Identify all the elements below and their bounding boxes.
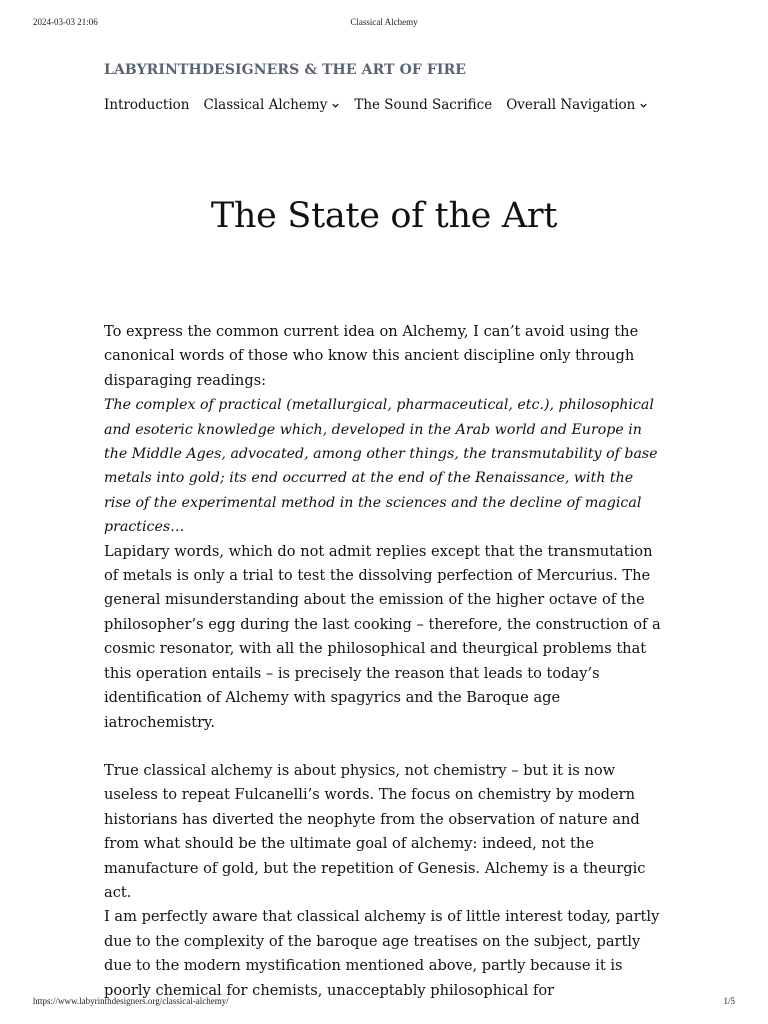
- paragraph-interest: I am perfectly aware that classical alchemy is of little interest today, partly due to the complexity of the baroque age treatises on the subject, partly due to the modern mystification mentioned above, partly because it is poorly chemical for chemists, unacceptably philosophical for: [104, 908, 660, 999]
- paragraph-spacer: [104, 735, 664, 759]
- print-url: https://www.labyrinthdesigners.org/classical-alchemy/: [33, 996, 229, 1006]
- nav-item-label: The Sound Sacrifice: [354, 97, 493, 113]
- nav-item-label: Classical Alchemy: [203, 97, 328, 113]
- print-header: [33, 17, 735, 31]
- print-datetime: 2024-03-03 21:06: [33, 17, 98, 27]
- paragraph-intro: To express the common current idea on Alchemy, I can’t avoid using the canonical words of those who know this ancient discipline only through disparaging readings:: [104, 323, 639, 389]
- nav-item-classical-alchemy[interactable]: [204, 97, 341, 113]
- print-page-title: Classical Alchemy: [350, 17, 418, 27]
- nav-item-introduction[interactable]: [104, 97, 190, 113]
- nav-item-overall-navigation[interactable]: [506, 97, 648, 113]
- chevron-down-icon[interactable]: [331, 101, 340, 110]
- paragraph-lapidary: Lapidary words, which do not admit replies except that the transmutation of metals is only a trial to test the dissolving perfection of Mercurius. The general misunderstanding about the emission of the higher octave of the philosopher’s egg during the last cooking – therefore, the construction of a cosmic resonator, with all the philosophical and theurgical problems that this operation entails – is precisely the reason that leads to today’s identification of Alchemy with spagyrics and the Baroque age iatrochemistry.: [104, 542, 661, 731]
- nav-item-label: Overall Navigation: [506, 97, 636, 113]
- print-page-number: 1/5: [723, 996, 735, 1006]
- nav-item-sound-sacrifice[interactable]: [354, 97, 492, 113]
- chevron-down-icon[interactable]: [639, 101, 648, 110]
- quoted-definition: The complex of practical (metallurgical, pharmaceutical, etc.), philosophical and esoteric knowledge which, developed in the Arab world and Europe in the Middle Ages, advocated, among other things, the transmutability of base metals into gold; its end occurred at the end of the Renaissance, with the rise of the experimental method in the sciences and the decline of magical practices…: [104, 397, 658, 536]
- main-navigation: [104, 97, 648, 113]
- print-footer: [33, 996, 735, 1010]
- paragraph-physics: True classical alchemy is about physics, not chemistry – but it is now useless to repeat Fulcanelli’s words. The focus on chemistry by modern historians has diverted the neophyte from the observation of nature and from what should be the ultimate goal of alchemy: indeed, not the manufacture of gold, but the repetition of Genesis. Alchemy is a theurgic act.: [104, 761, 646, 901]
- nav-item-label: Introduction: [104, 97, 190, 113]
- article-body: [104, 320, 664, 1003]
- page-title: The State of the Art: [210, 196, 558, 236]
- site-title-link[interactable]: LABYRINTHDESIGNERS & THE ART OF FIRE: [104, 62, 467, 78]
